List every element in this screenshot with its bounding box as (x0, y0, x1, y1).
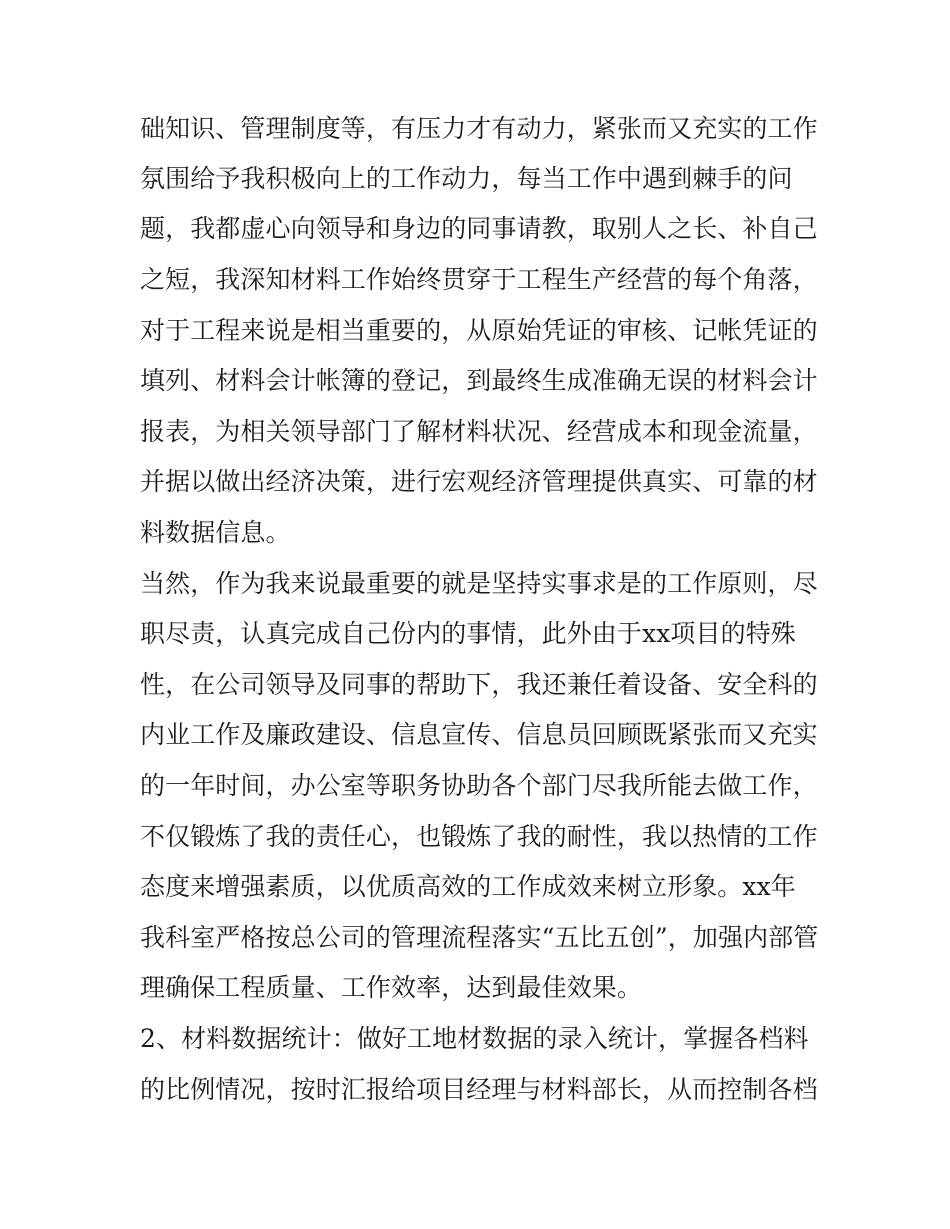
text-line: 职尽责，认真完成自己份内的事情，此外由于xx项目的特殊 (140, 619, 796, 648)
text-line: 之短，我深知材料工作始终贯穿于工程生产经营的每个角落， (140, 265, 818, 294)
text-line: 报表，为相关领导部门了解材料状况、经营成本和现金流量， (140, 417, 818, 446)
text-line: 理确保工程质量、工作效率，达到最佳效果。 (140, 973, 643, 1002)
text-line: 当然，作为我来说最重要的就是坚持实事求是的工作原则，尽 (140, 569, 818, 598)
text-line: 的比例情况，按时汇报给项目经理与材料部长，从而控制各档 (140, 1075, 818, 1104)
text-line: 题，我都虚心向领导和身边的同事请教，取别人之长、补自己 (140, 214, 818, 243)
text-line: 氛围给予我积极向上的工作动力，每当工作中遇到棘手的问 (140, 164, 793, 193)
text-line: 填列、材料会计帐簿的登记，到最终生成准确无误的材料会计 (140, 366, 818, 395)
text-line: 并据以做出经济决策，进行宏观经济管理提供真实、可靠的材 (140, 467, 818, 496)
text-line: 2、材料数据统计：做好工地材数据的录入统计，掌握各档料 (140, 1024, 809, 1053)
text-line: 的一年时间，办公室等职务协助各个部门尽我所能去做工作， (140, 771, 818, 800)
text-line: 我科室严格按总公司的管理流程落实“五比五创”，加强内部管 (140, 923, 819, 952)
text-line: 对于工程来说是相当重要的，从原始凭证的审核、记帐凭证的 (140, 316, 818, 345)
text-line: 性，在公司领导及同事的帮助下，我还兼任着设备、安全科的 (140, 670, 818, 699)
text-line: 础知识、管理制度等，有压力才有动力，紧张而又充实的工作 (140, 114, 818, 143)
text-line: 料数据信息。 (140, 518, 291, 547)
text-line: 不仅锻炼了我的责任心，也锻炼了我的耐性，我以热情的工作 (140, 822, 818, 851)
text-line: 态度来增强素质，以优质高效的工作成效来树立形象。xx年 (140, 872, 796, 901)
text-line: 内业工作及廉政建设、信息宣传、信息员回顾既紧张而又充实 (140, 720, 818, 749)
